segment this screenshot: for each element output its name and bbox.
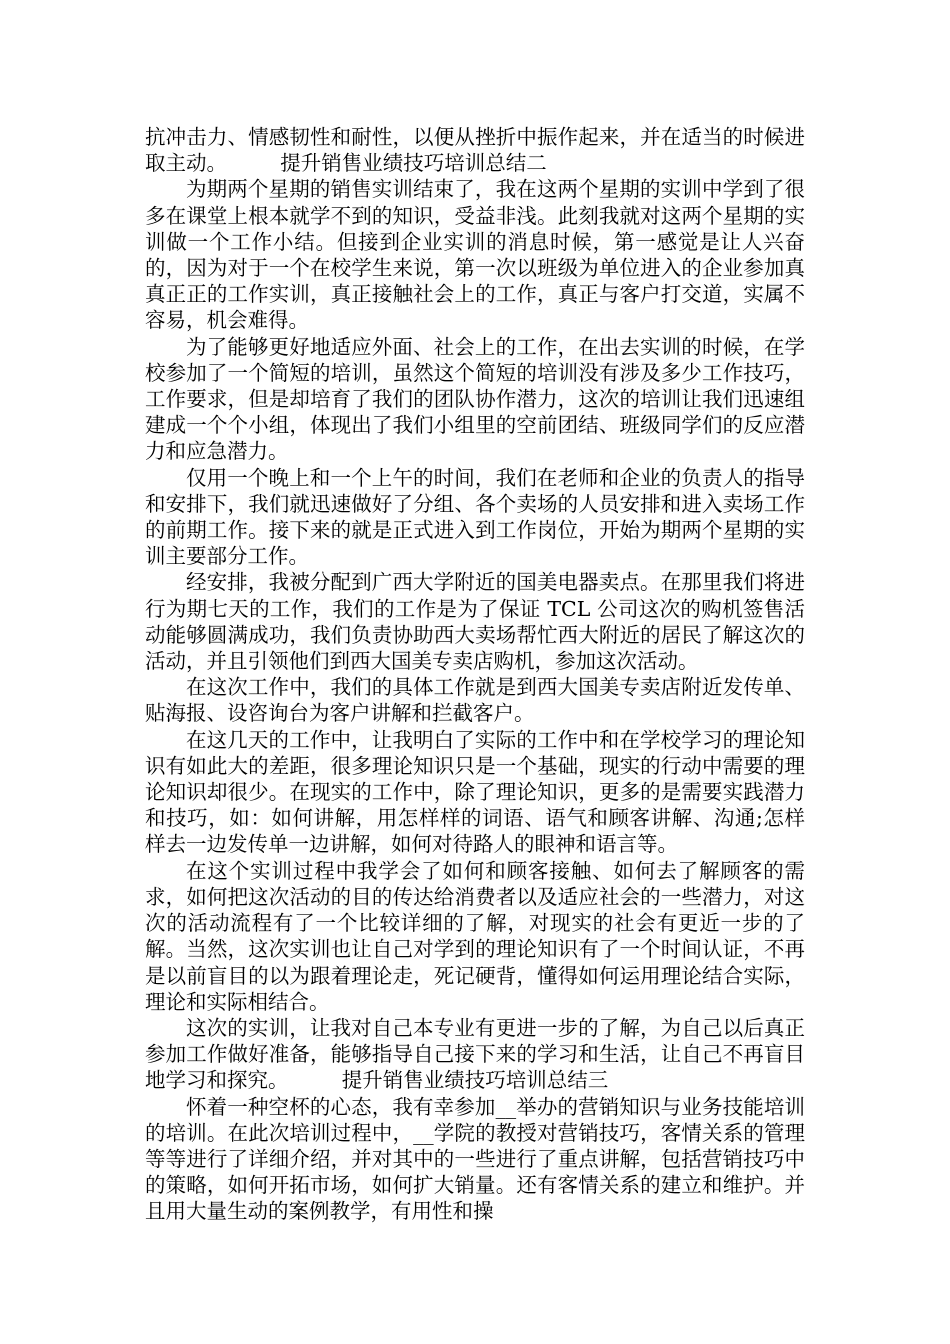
- paragraph-1: [145, 124, 805, 176]
- paragraph-3: 为了能够更好地适应外面、社会上的工作，在出去实训的时候，在学校参加了一个简短的培训，虽然这个简短的培训没有涉及多少工作技巧，工作要求，但是却培育了我们的团队协作潜力，这次的培训让我们迅速组建成一个个小组，体现出了我们小组里的空前团结、班级同学们的反应潜力和应急潜力。: [145, 334, 805, 464]
- paragraph-5: 经安排，我被分配到广西大学附近的国美电器卖点。在那里我们将进行为期七天的工作，我们的工作是为了保证 TCL 公司这次的购机签售活动能够圆满成功，我们负责协助西大卖场帮忙西大附近的居民了解这次的活动，并且引领他们到西大国美专卖店购机，参加这次活动。: [145, 570, 805, 674]
- paragraph-text: 抗冲击力、情感韧性和耐性，以便从挫折中振作起来，并在适当的时候进取主动。: [145, 125, 805, 176]
- section-heading-2: 提升销售业绩技巧培训总结二: [280, 151, 547, 176]
- section-heading-3: 提升销售业绩技巧培训总结三: [341, 1068, 609, 1093]
- document-body: [145, 124, 805, 1225]
- paragraph-7: 在这几天的工作中，让我明白了实际的工作中和在学校学习的理论知识有如此大的差距，很多理论知识只是一个基础，现实的行动中需要的理论知识却很少。在现实的工作中，除了理论知识，更多的是需要实践潜力和技巧，如：如何讲解，用怎样样的词语、语气和顾客讲解、沟通;怎样样去一边发传单一边讲解，如何对待路人的眼神和语言等。: [145, 727, 805, 857]
- paragraph-9: [145, 1015, 805, 1094]
- paragraph-10: 怀着一种空杯的心态，我有幸参加__举办的营销知识与业务技能培训的培训。在此次培训过程中，__学院的教授对营销技巧，客情关系的管理等等进行了详细介绍，并对其中的一些进行了重点讲解，包括营销技巧中的策略，如何开拓市场，如何扩大销量。还有客情关系的建立和维护。并且用大量生动的案例教学，有用性和操: [145, 1094, 805, 1224]
- paragraph-text: 这次的实训，让我对自己本专业有更进一步的了解，为自己以后真正参加工作做好准备，能够指导自己接下来的学习和生活，让自己不再盲目地学习和探究。: [145, 1015, 805, 1093]
- paragraph-6: 在这次工作中，我们的具体工作就是到西大国美专卖店附近发传单、贴海报、设咨询台为客户讲解和拦截客户。: [145, 675, 805, 726]
- paragraph-2: 为期两个星期的销售实训结束了，我在这两个星期的实训中学到了很多在课堂上根本就学不到的知识，受益非浅。此刻我就对这两个星期的实训做一个工作小结。但接到企业实训的消息时候，第一感觉是让人兴奋的，因为对于一个在校学生来说，第一次以班级为单位进入的企业参加真真正正的工作实训，真正接触社会上的工作，真正与客户打交道，实属不容易，机会难得。: [145, 177, 805, 333]
- paragraph-4: 仅用一个晚上和一个上午的时间，我们在老师和企业的负责人的指导和安排下，我们就迅速做好了分组、各个卖场的人员安排和进入卖场工作的前期工作。接下来的就是正式进入到工作岗位，开始为期两个星期的实训主要部分工作。: [145, 465, 805, 569]
- paragraph-8: 在这个实训过程中我学会了如何和顾客接触、如何去了解顾客的需求，如何把这次活动的目的传达给消费者以及适应社会的一些潜力，对这次的活动流程有了一个比较详细的了解，对现实的社会有更近一步的了解。当然，这次实训也让自己对学到的理论知识有了一个时间认证，不再是以前盲目的以为跟着理论走，死记硬背，懂得如何运用理论结合实际，理论和实际相结合。: [145, 858, 805, 1014]
